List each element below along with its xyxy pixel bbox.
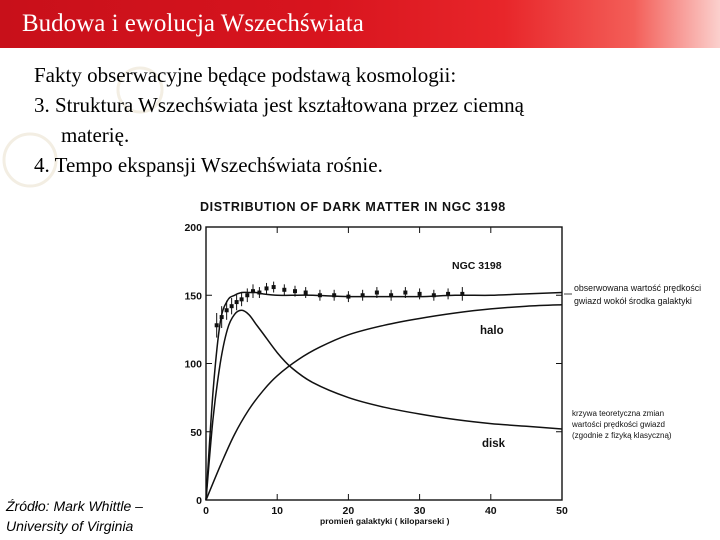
data-point [215,323,219,327]
x-tick-label: 20 [342,505,355,517]
data-point [245,293,249,297]
y-tick-label: 200 [184,222,202,234]
source-line-1: Źródło: Mark Whittle – [6,498,143,514]
title-bar [0,0,720,48]
data-point [235,300,239,304]
observed-note-line-1: obserwowana wartość prędkości [574,283,702,293]
intro-line: Fakty obserwacyjne będące podstawą kosmologii: [34,63,457,87]
y-tick-label: 0 [196,495,202,507]
data-point [230,304,234,308]
y-tick-label: 100 [184,358,202,371]
bullet-3-continuation: materię. [61,123,130,147]
data-point [293,289,297,293]
halo-curve [206,305,562,500]
data-point [403,291,407,295]
data-point [361,293,365,297]
y-tick-label: 150 [184,290,202,303]
data-point [318,293,322,297]
data-point [304,291,308,295]
data-point [272,285,276,289]
halo-label: halo [480,325,504,337]
x-tick-label: 40 [484,505,497,517]
disk-curve [206,310,562,500]
galaxy-label: NGC 3198 [452,260,502,272]
theory-note-line-2: wartości prędkości gwiazd [572,420,665,429]
data-point [432,293,436,297]
observed-note-line-2: gwiazd wokół środka galaktyki [574,296,692,306]
y-tick-label: 50 [190,426,202,439]
data-points [215,282,465,338]
x-tick-label: 30 [413,505,426,517]
data-point [220,315,224,319]
curves [206,292,562,500]
data-point [240,297,244,301]
data-point [346,295,350,299]
x-tick-label: 0 [203,505,209,517]
data-point [389,293,393,297]
x-axis-ticks [203,227,568,517]
bullet-3: 3. Struktura Wszechświata jest kształtowana przez ciemną [34,93,525,117]
plot-frame [206,227,562,500]
disk-label: disk [482,438,506,450]
y-axis-ticks [184,222,562,507]
bullet-text [34,60,694,180]
data-point [332,293,336,297]
data-point [257,291,261,295]
data-point [446,292,450,296]
data-point [418,292,422,296]
data-point [282,288,286,292]
chart-title: DISTRIBUTION OF DARK MATTER IN NGC 3198 [200,200,506,214]
data-point [375,291,379,295]
theory-note-line-1: krzywa teoretyczna zmian [572,409,665,418]
x-axis-label: promień galaktyki ( kiloparseki ) [320,516,450,526]
theory-note-line-3: (zgodnie z fizyką klasyczną) [572,431,672,440]
slide-title: Budowa i ewolucja Wszechświata [22,10,364,37]
data-point [265,286,269,290]
bullet-4: 4. Tempo ekspansji Wszechświata rośnie. [34,153,383,177]
data-point [251,289,255,293]
x-tick-label: 50 [556,505,568,517]
data-point [225,308,229,312]
source-line-2: University of Virginia [6,518,134,534]
rotation-curve-chart [150,190,720,540]
source-note [6,496,143,536]
x-tick-label: 10 [271,505,284,517]
data-point [460,292,464,296]
